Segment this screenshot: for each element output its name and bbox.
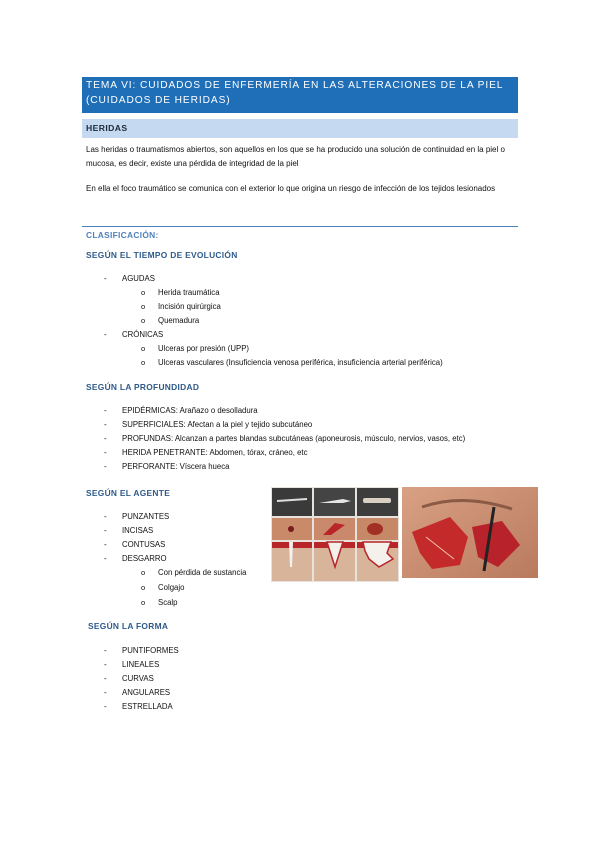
list-item bbox=[122, 433, 465, 445]
list-item: ANGULARES bbox=[122, 688, 171, 697]
dash-marker: - bbox=[104, 448, 107, 457]
dash-marker: - bbox=[104, 674, 107, 683]
intro-paragraph-2: En ella el foco traumático se comunica con el exterior lo que origina un riesgo de infección de los tejidos lesionados bbox=[86, 184, 496, 193]
list-item: Herida traumática bbox=[158, 288, 220, 297]
wound-closeup-photo bbox=[402, 487, 538, 578]
list-item: LINEALES bbox=[122, 660, 160, 669]
circle-bullet: o bbox=[141, 302, 146, 311]
dash-marker: - bbox=[104, 540, 107, 549]
clasificacion-heading: CLASIFICACIÓN: bbox=[86, 230, 159, 240]
list-item: Quemadura bbox=[158, 316, 200, 325]
term-description: Arañazo o desolladura bbox=[177, 406, 258, 415]
circle-bullet: o bbox=[141, 568, 146, 577]
needle-photo bbox=[272, 488, 312, 516]
intro-paragraph-1: Las heridas o traumatismos abiertos, son aquellos en los que se ha producido una solución de continuidad en la piel o mucosa, es decir, existe una pérdida de integridad de la piel bbox=[86, 145, 505, 168]
circle-bullet: o bbox=[141, 583, 146, 592]
wound-types-illustration bbox=[271, 487, 399, 582]
circle-bullet: o bbox=[141, 288, 146, 297]
evolucion-heading: SEGÚN EL TIEMPO DE EVOLUCIÓN bbox=[86, 250, 238, 260]
dash-marker: - bbox=[104, 462, 107, 471]
forma-heading: SEGÚN LA FORMA bbox=[88, 621, 169, 631]
dash-marker: - bbox=[104, 274, 107, 283]
term-description: Víscera hueca bbox=[177, 462, 230, 471]
page-title: TEMA VI: CUIDADOS DE ENFERMERÍA EN LAS ALTERACIONES DE LA PIEL (CUIDADOS DE HERIDAS) bbox=[82, 77, 518, 113]
circle-bullet: o bbox=[141, 316, 146, 325]
list-item: PUNZANTES bbox=[122, 512, 170, 521]
term-description: Alcanzan a partes blandas subcutáneas (aponeurosis, músculo, nervios, vasos, etc) bbox=[173, 434, 466, 443]
list-item: AGUDAS bbox=[122, 274, 155, 283]
term: SUPERFICIALES: bbox=[122, 420, 186, 429]
list-item bbox=[122, 461, 229, 473]
section-heading-heridas: HERIDAS bbox=[82, 119, 518, 138]
list-item: Con pérdida de sustancia bbox=[158, 568, 247, 577]
list-item: INCISAS bbox=[122, 526, 154, 535]
list-item: Ulceras vasculares (Insuficiencia venosa periférica, insuficiencia arterial periférica) bbox=[158, 358, 443, 367]
list-item: CRÓNICAS bbox=[122, 330, 164, 339]
term-description: Afectan a la piel y tejido subcutáneo bbox=[185, 420, 313, 429]
list-item bbox=[122, 405, 258, 417]
list-item bbox=[122, 447, 307, 459]
dash-marker: - bbox=[104, 512, 107, 521]
dash-marker: - bbox=[104, 420, 107, 429]
list-item: Incisión quirúrgica bbox=[158, 302, 221, 311]
list-item: Scalp bbox=[158, 598, 178, 607]
circle-bullet: o bbox=[141, 358, 146, 367]
list-item: Colgajo bbox=[158, 583, 185, 592]
dash-marker: - bbox=[104, 434, 107, 443]
list-item: CURVAS bbox=[122, 674, 154, 683]
dash-marker: - bbox=[104, 646, 107, 655]
list-item bbox=[122, 419, 312, 431]
term: PROFUNDAS: bbox=[122, 434, 174, 443]
divider bbox=[82, 226, 518, 227]
dash-marker: - bbox=[104, 526, 107, 535]
list-item: Ulceras por presión (UPP) bbox=[158, 344, 249, 353]
dash-marker: - bbox=[104, 688, 107, 697]
dash-marker: - bbox=[104, 702, 107, 711]
agente-heading: SEGÚN EL AGENTE bbox=[86, 488, 171, 498]
dash-marker: - bbox=[104, 660, 107, 669]
list-item: CONTUSAS bbox=[122, 540, 166, 549]
list-item: DESGARRO bbox=[122, 554, 167, 563]
term-description: Abdomen, tórax, cráneo, etc bbox=[207, 448, 308, 457]
circle-bullet: o bbox=[141, 598, 146, 607]
circle-bullet: o bbox=[141, 344, 146, 353]
list-item: ESTRELLADA bbox=[122, 702, 173, 711]
profundidad-heading: SEGÚN LA PROFUNDIDAD bbox=[86, 382, 200, 392]
dash-marker: - bbox=[104, 406, 107, 415]
dash-marker: - bbox=[104, 554, 107, 563]
list-item: PUNTIFORMES bbox=[122, 646, 179, 655]
term: HERIDA PENETRANTE: bbox=[122, 448, 208, 457]
dash-marker: - bbox=[104, 330, 107, 339]
term: EPIDÉRMICAS: bbox=[122, 406, 178, 415]
term: PERFORANTE: bbox=[122, 462, 178, 471]
